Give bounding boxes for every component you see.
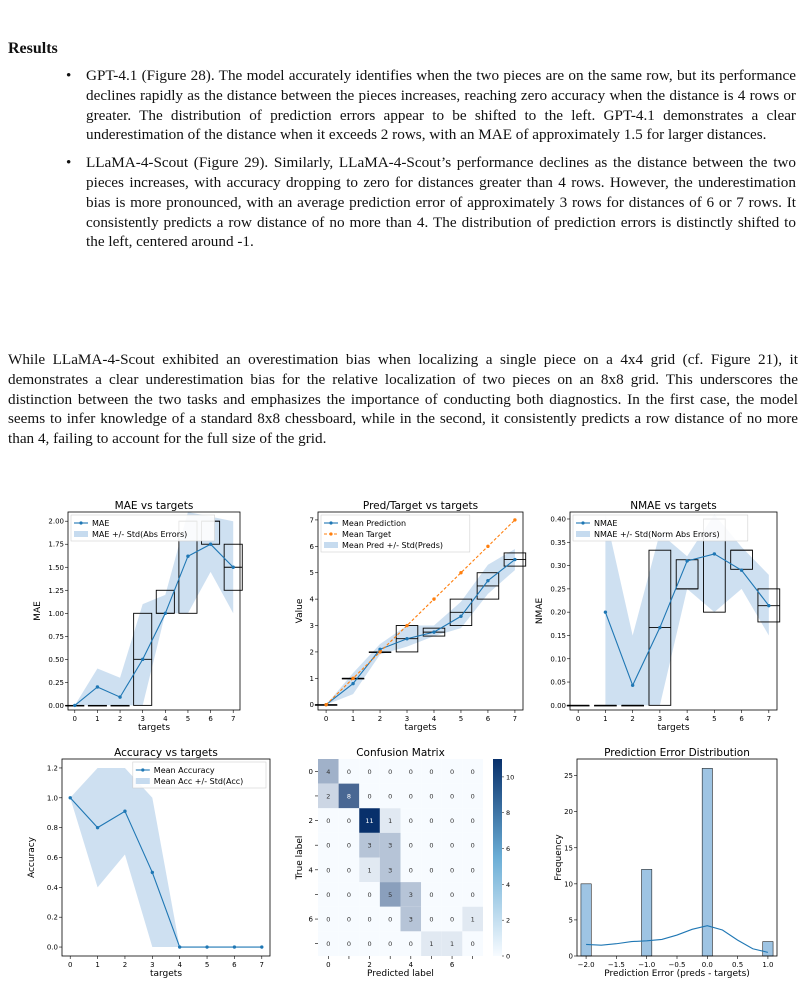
legend-label: Mean Pred +/- Std(Preds) (342, 541, 444, 550)
x-tick-label: 3 (150, 961, 155, 969)
cell-value: 0 (408, 767, 413, 776)
cell-value: 0 (470, 866, 475, 875)
chart-title: Accuracy vs targets (114, 747, 218, 759)
y-tick-label: 1.75 (48, 540, 64, 549)
y-tick-label: 0.8 (46, 824, 58, 833)
x-tick-label: 0 (67, 961, 73, 969)
data-point (713, 552, 716, 555)
cell-value: 5 (388, 890, 393, 899)
cell-value: 2 (326, 792, 331, 801)
x-axis-label: targets (657, 723, 690, 733)
data-point (631, 684, 634, 687)
cell-value: 1 (388, 817, 393, 826)
cell-value: 0 (346, 817, 352, 826)
x-tick-label: 6 (208, 715, 213, 723)
y-tick-label: 2.00 (48, 517, 64, 526)
x-tick-label: 7 (512, 715, 518, 723)
colorbar-tick-label: 8 (506, 809, 511, 818)
cell-value: 0 (470, 841, 475, 850)
cell-value: 3 (388, 841, 393, 850)
legend-swatch (74, 531, 88, 537)
cell-value: 0 (388, 792, 393, 801)
bullet-gpt41 (66, 66, 796, 145)
cell-value: 0 (449, 792, 455, 801)
cell-value: 0 (429, 817, 434, 826)
y-tick-label: 1.50 (48, 563, 64, 572)
data-point (513, 558, 516, 561)
bullet-dot: • (66, 154, 72, 172)
y-axis-label: Accuracy (27, 836, 37, 879)
chart-title: MAE vs targets (114, 500, 194, 512)
data-point (405, 624, 408, 627)
y-tick-label: 0 (568, 952, 573, 961)
y-tick-label: 1.25 (48, 586, 64, 595)
chart-4 (295, 747, 514, 979)
legend-label: MAE +/- Std(Abs Errors) (92, 530, 188, 539)
cell-value: 3 (408, 890, 413, 899)
data-point (96, 826, 99, 829)
x-tick-label: 0 (575, 715, 581, 723)
y-tick-label: 5 (568, 916, 573, 925)
y-axis-label: Value (295, 598, 305, 624)
x-tick-label: 2 (377, 715, 383, 723)
x-tick-label: 1 (350, 715, 356, 723)
histogram-bar (642, 869, 652, 956)
y-tick-label: 6 (308, 915, 313, 924)
x-tick-label: 5 (204, 961, 210, 969)
colorbar (493, 759, 502, 956)
y-tick-label: 0 (308, 767, 313, 776)
legend-label: MAE (92, 519, 110, 528)
cell-value: 0 (449, 817, 455, 826)
x-tick-label: 0.5 (732, 961, 744, 969)
data-point (260, 945, 263, 948)
cell-value: 0 (388, 767, 393, 776)
discussion-paragraph: While LLaMA-4-Scout exhibited an overestimation bias when localizing a single piece on a 4x4 grid (cf. Figure 21), it demonstrates a clear underestimation bias for the relative localization of two pieces on an 8x8 grid. This underscores the distinction between the two tasks and emphasizes the importance of conducting both diagnostics. In the first case, the model seems to infer knowledge of a standard 8x8 chessboard, while in the second, it consistently predicts a row distance of no more than 4, failing to account for the full size of the grid. (8, 351, 798, 448)
y-tick-label: 0.10 (550, 655, 566, 664)
data-point (69, 796, 72, 799)
cell-value: 0 (326, 940, 331, 949)
x-axis-label: targets (149, 969, 183, 979)
y-tick-label: 6 (309, 542, 314, 551)
data-point (459, 615, 462, 618)
cell-value: 0 (429, 890, 434, 899)
x-tick-label: 2 (117, 715, 123, 723)
data-point (233, 945, 236, 948)
x-axis-label: targets (137, 723, 171, 733)
cell-value: 11 (365, 817, 374, 826)
cell-value: 3 (388, 866, 393, 875)
chart-title: Pred/Target vs targets (362, 500, 479, 512)
cell-value: 0 (346, 915, 352, 924)
chart-title: Prediction Error Distribution (604, 747, 750, 759)
y-tick-label: 0.0 (46, 943, 58, 952)
x-axis-label: targets (404, 723, 437, 733)
colorbar-tick-label: 4 (506, 880, 511, 889)
data-point (324, 703, 327, 706)
x-tick-label: 2 (367, 961, 372, 969)
y-tick-label: 0.20 (550, 608, 566, 617)
chart-title: Confusion Matrix (356, 747, 445, 759)
x-tick-label: 0 (326, 961, 331, 969)
cell-value: 0 (408, 792, 413, 801)
y-tick-label: 25 (564, 772, 573, 781)
legend-label: Mean Prediction (342, 519, 407, 528)
y-tick-label: 1.0 (46, 794, 58, 803)
cell-value: 0 (346, 890, 352, 899)
x-tick-label: 0.0 (701, 961, 713, 969)
cell-value: 0 (346, 841, 352, 850)
y-tick-label: 1.00 (48, 609, 64, 618)
data-point (209, 543, 212, 546)
cell-value: 0 (346, 866, 352, 875)
plot-frame (577, 759, 777, 956)
x-tick-label: 5 (185, 715, 191, 723)
data-point (767, 604, 770, 607)
y-tick-label: 3 (309, 622, 314, 631)
x-tick-label: 7 (766, 715, 772, 723)
data-point (232, 566, 235, 569)
legend-swatch (136, 778, 150, 784)
bullet-text: GPT-4.1 (Figure 28). The model accurately identifies when the two pieces are on the same row, but its performance declines rapidly as the distance between the pieces increases, reaching zero accuracy when the distance is 4 rows or greater. The distribution of prediction errors appear to be shifted to the left. GPT-4.1 demonstrates a clear underestimation of the distance when it exceeds 2 rows, with an MAE of approximately 1.5 for larger distances. (86, 67, 796, 144)
cell-value: 0 (346, 940, 352, 949)
y-tick-label: 2 (308, 817, 313, 826)
cell-value: 0 (449, 866, 455, 875)
chart-5 (554, 747, 777, 979)
section-heading: Results (8, 40, 58, 57)
x-tick-label: 2 (122, 961, 128, 969)
cell-value: 0 (470, 817, 475, 826)
x-tick-label: −0.5 (668, 961, 686, 969)
x-tick-label: 6 (232, 961, 237, 969)
cell-value: 0 (449, 890, 455, 899)
y-tick-label: 4 (308, 866, 313, 875)
x-tick-label: −1.0 (638, 961, 656, 969)
cell-value: 1 (449, 940, 455, 949)
bullet-text: LLaMA-4-Scout (Figure 29). Similarly, LLaMA-4-Scout’s performance declines as the distance between the two pieces increases, with accuracy dropping to zero for distances greater than 4 rows. However, the underestimation bias is more pronounced, with an average prediction error of approximately 3 rows for distances of 6 or 7 rows. It consistently predicts a row distance of no more than 4. The distribution of prediction errors is distinctly shifted to the left, centered around -1. (86, 154, 796, 251)
data-point (486, 545, 489, 548)
y-tick-label: 7 (309, 516, 314, 525)
x-tick-label: 4 (431, 715, 437, 723)
cell-value: 0 (470, 767, 475, 776)
data-point (151, 871, 154, 874)
data-point (141, 658, 144, 661)
x-tick-label: 6 (449, 961, 455, 969)
cell-value: 0 (449, 915, 455, 924)
histogram-bar (763, 942, 773, 956)
chart-0 (33, 500, 242, 733)
legend-marker (329, 532, 332, 535)
x-tick-label: 4 (163, 715, 168, 723)
chart-title: NMAE vs targets (630, 500, 717, 512)
cell-value: 4 (326, 767, 331, 776)
data-point (513, 518, 516, 521)
y-tick-label: 0 (309, 701, 314, 710)
cell-value: 0 (429, 767, 434, 776)
data-point (164, 612, 167, 615)
x-tick-label: 1 (95, 715, 100, 723)
x-tick-label: 6 (739, 715, 744, 723)
chart-1 (295, 500, 526, 733)
x-axis-label: Prediction Error (preds - targets) (604, 969, 750, 979)
y-tick-label: 20 (564, 808, 573, 817)
cell-value: 0 (326, 817, 331, 826)
data-point (205, 945, 208, 948)
x-tick-label: −1.5 (607, 961, 625, 969)
y-tick-label: 0.4 (46, 883, 58, 892)
data-point (186, 555, 189, 558)
data-point (459, 571, 462, 574)
colorbar-tick-label: 0 (506, 952, 511, 961)
std-band (70, 768, 262, 947)
y-tick-label: 1.2 (46, 764, 58, 773)
colorbar-tick-label: 6 (506, 845, 511, 854)
cell-value: 0 (408, 841, 413, 850)
cell-value: 0 (326, 915, 331, 924)
cell-value: 0 (388, 940, 393, 949)
x-tick-label: 7 (230, 715, 236, 723)
cell-value: 0 (326, 866, 331, 875)
cell-value: 0 (429, 841, 434, 850)
data-point (123, 810, 126, 813)
x-tick-label: 5 (712, 715, 717, 723)
legend-marker (581, 521, 584, 524)
legend-marker (141, 768, 144, 771)
cell-value: 0 (470, 940, 475, 949)
y-tick-label: 2 (309, 648, 314, 657)
y-tick-label: 0.05 (550, 678, 566, 687)
x-axis-label: Predicted label (367, 969, 434, 979)
cell-value: 0 (367, 767, 372, 776)
cell-value: 0 (326, 841, 331, 850)
data-point (432, 630, 435, 633)
x-tick-label: 1.0 (762, 961, 774, 969)
data-point (351, 677, 354, 680)
data-point (351, 682, 354, 685)
legend-marker (329, 521, 332, 524)
colorbar-tick-label: 10 (506, 773, 515, 782)
x-tick-label: 0 (72, 715, 78, 723)
histogram-bar (702, 768, 712, 956)
kde-curve (586, 926, 768, 953)
cell-value: 8 (346, 792, 352, 801)
x-tick-label: −2.0 (577, 961, 595, 969)
cell-value: 0 (388, 915, 393, 924)
y-tick-label: 0.50 (48, 655, 64, 664)
cell-value: 0 (367, 890, 372, 899)
cell-value: 0 (326, 890, 331, 899)
x-tick-label: 7 (259, 961, 265, 969)
figure-grid (0, 492, 807, 991)
cell-value: 3 (408, 915, 413, 924)
legend-label: NMAE (594, 519, 618, 528)
bullet-llama (66, 153, 796, 252)
x-tick-label: 4 (408, 961, 414, 969)
cell-value: 0 (367, 915, 372, 924)
cell-value: 0 (408, 940, 413, 949)
cell-value: 0 (408, 817, 413, 826)
cell-value: 0 (367, 792, 372, 801)
x-tick-label: 3 (657, 715, 663, 723)
legend-label: NMAE +/- Std(Norm Abs Errors) (594, 530, 720, 539)
y-tick-label: 0.40 (550, 515, 566, 524)
legend-label: Mean Acc +/- Std(Acc) (153, 777, 244, 786)
data-point (73, 704, 76, 707)
y-tick-label: 15 (564, 844, 573, 853)
data-point (740, 569, 743, 572)
cell-value: 0 (470, 792, 475, 801)
bullet-dot: • (66, 67, 72, 84)
x-tick-label: 1 (603, 715, 608, 723)
y-tick-label: 0.6 (46, 854, 58, 862)
chart-2 (535, 500, 780, 733)
y-tick-label: 0.35 (550, 538, 566, 547)
data-point (96, 685, 99, 688)
data-point (378, 650, 381, 653)
cell-value: 0 (429, 866, 434, 875)
y-axis-label: Frequency (554, 834, 564, 881)
cell-value: 0 (470, 890, 475, 899)
data-point (432, 597, 435, 600)
cell-value: 0 (429, 792, 434, 801)
data-point (604, 610, 607, 613)
x-tick-label: 2 (630, 715, 635, 723)
data-point (658, 626, 661, 629)
data-point (685, 559, 688, 562)
y-tick-label: 4 (309, 595, 314, 604)
x-tick-label: 4 (684, 715, 690, 723)
chart-3 (27, 747, 270, 979)
legend-swatch (576, 531, 590, 537)
cell-value: 1 (470, 915, 475, 924)
y-tick-label: 0.25 (48, 678, 64, 687)
y-tick-label: 0.75 (48, 632, 64, 641)
y-axis-label: NMAE (535, 597, 545, 625)
y-tick-label: 10 (564, 880, 573, 889)
x-tick-label: 3 (404, 715, 410, 723)
y-tick-label: 0.2 (46, 913, 58, 922)
x-tick-label: 5 (458, 715, 464, 723)
legend-swatch (324, 542, 338, 548)
y-tick-label: 1 (309, 674, 314, 683)
cell-value: 0 (449, 767, 455, 776)
cell-value: 0 (346, 767, 352, 776)
y-tick-label: 0.30 (550, 562, 566, 571)
colorbar-tick-label: 2 (506, 916, 511, 925)
data-point (486, 579, 489, 582)
data-point (118, 695, 121, 698)
y-axis-label: MAE (33, 601, 43, 621)
cell-value: 1 (429, 940, 434, 949)
legend-label: Mean Accuracy (153, 766, 215, 775)
cell-value: 1 (367, 866, 372, 875)
x-tick-label: 0 (323, 715, 329, 723)
y-tick-label: 0.00 (48, 701, 64, 710)
results-list (66, 66, 796, 260)
y-axis-label: True label (295, 835, 305, 880)
data-point (405, 637, 408, 640)
data-point (178, 945, 181, 948)
x-tick-label: 4 (177, 961, 182, 969)
x-tick-label: 1 (95, 961, 100, 969)
x-tick-label: 6 (485, 715, 491, 723)
y-tick-label: 0.00 (550, 701, 566, 710)
cell-value: 0 (367, 940, 372, 949)
y-tick-label: 0.25 (550, 585, 566, 594)
y-tick-label: 5 (309, 569, 314, 578)
legend-marker (79, 521, 82, 524)
cell-value: 3 (367, 841, 372, 850)
legend-label: Mean Target (342, 530, 392, 539)
cell-value: 0 (429, 915, 434, 924)
cell-value: 0 (449, 841, 455, 850)
x-tick-label: 3 (140, 715, 145, 723)
y-tick-label: 0.15 (550, 631, 566, 640)
cell-value: 0 (408, 866, 413, 875)
